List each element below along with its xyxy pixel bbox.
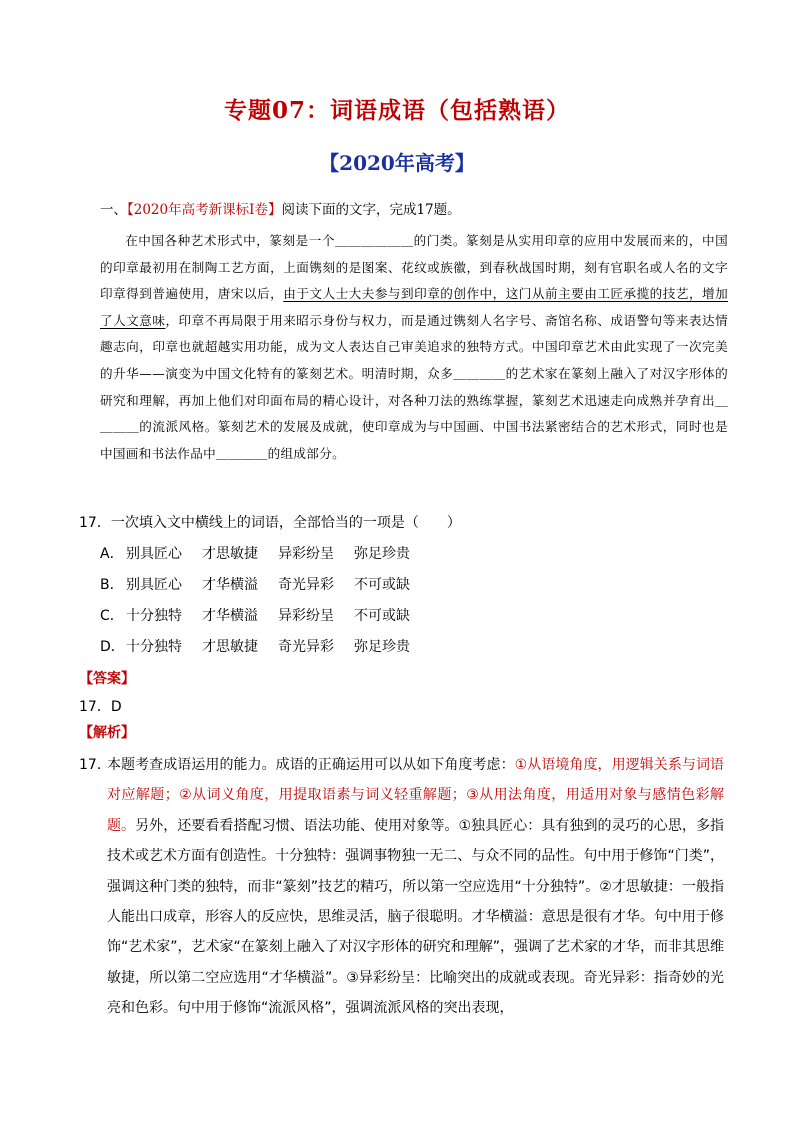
option-word: 十分独特	[126, 639, 182, 655]
analysis-block	[79, 750, 724, 1024]
section-heading: 【2020年高考】	[319, 151, 475, 175]
question-source: 【2020年高考新课标Ⅰ卷】	[127, 202, 282, 218]
option-word: 才华横溢	[202, 608, 258, 624]
option-word: 不可或缺	[354, 577, 410, 593]
passage-text: 的组成部分。	[267, 445, 345, 461]
analysis-label: 【解析】	[79, 725, 135, 741]
option-word: 别具匠心	[126, 577, 182, 593]
analysis-body	[107, 750, 724, 1024]
option-word: 才思敏捷	[202, 639, 258, 655]
blank-3: ＿＿＿＿	[100, 392, 728, 435]
option-d	[100, 636, 430, 667]
analysis-text: 本题考查成语运用的能力。成语的正确运用可以从如下角度考虑：	[107, 757, 515, 773]
option-word: 弥足珍贵	[354, 546, 410, 562]
option-letter: A．	[100, 546, 124, 562]
option-word: 十分独特	[126, 608, 182, 624]
passage-text: 的艺术家在篆刻上融入了对汉字形体的研究和理解，再加上他们对印面布局的精心设计，对各种刀法的熟练掌握，篆刻艺术迅速走向成熟并孕育出	[100, 365, 728, 408]
question-instruction: 阅读下面的文字，完成17题。	[281, 202, 461, 218]
option-word: 弥足珍贵	[354, 639, 410, 655]
page-title: 专题07：词语成语（包括熟语）	[223, 97, 570, 124]
option-word: 不可或缺	[354, 608, 410, 624]
option-word: 异彩纷呈	[278, 546, 334, 562]
option-word: 才思敏捷	[202, 546, 258, 562]
answer-label: 【答案】	[79, 671, 135, 687]
passage-text: ，印章不再局限于用来昭示身份与权力，而是通过镌刻人名字号、斋馆名称、成语警句等来表达情趣志向，印章也就超越实用功能，成为文人表达自己审美追求的独特方式。中国印章艺术由此实现了一次完美的升华——演变为中国文化特有的篆刻艺术。明清时期，众多	[100, 312, 728, 381]
analysis-number: 17．	[79, 757, 111, 773]
passage-text: 的流派风格。篆刻艺术的发展及成就，使印章成为与中国画、中国书法紧密结合的艺术形式，同时也是中国画和书法作品中	[100, 419, 728, 461]
option-letter: C．	[100, 608, 124, 624]
option-word: 奇光异彩	[278, 639, 334, 655]
passage-text: 在中国各种艺术形式中，篆刻是一个	[125, 233, 335, 248]
blank-4: ＿＿＿＿	[216, 445, 268, 461]
analysis-text: ②才思敏捷：一般指人能出口成章，形容人的反应快，思维灵活，脑子很聪明。才华横溢：意思是很有才华。句中用于修饰“艺术家”，艺术家“在篆刻上融入了对汉字形体的研究和理解”，强调了艺术家的才华，而非其思维敏捷，所以第二空应选用“才华横溢”。	[107, 878, 725, 986]
analysis-text: 另外，还要看看搭配习惯、语法功能、使用对象等。	[135, 817, 459, 834]
passage-text: 的门类。篆刻是从实用印章的应用中发展而来的，中国的印章最初用在制陶工艺方面，上面镌刻的是图案、花纹或族徽，到春秋战国时期，刻有官职名或人名的文字印章得到普遍使用，唐宋以后，	[100, 233, 728, 302]
option-word: 别具匠心	[126, 546, 182, 562]
blank-2: ＿＿＿＿	[453, 365, 506, 381]
option-letter: B．	[100, 577, 124, 593]
option-a	[100, 543, 430, 574]
question-prefix: 一、	[100, 202, 127, 218]
options-list	[100, 543, 430, 667]
option-letter: D．	[100, 639, 125, 655]
question-header	[100, 198, 461, 218]
question-17: 17．一次填入文中横线上的词语，全部恰当的一项是（ ）	[79, 515, 461, 531]
analysis-text: ①从语境角度，用逻辑关系与词语对应解题；②从词义角度，用提取语素与词义轻重解题；③从用法角度，用适用对象与感情色彩解题。	[107, 757, 725, 834]
option-word: 奇光异彩	[278, 577, 334, 593]
analysis-text: ③异彩纷呈：比喻突出的成就或表现。奇光异彩：指奇妙的光亮和色彩。句中用于修饰“流派风格”，强调流派风格的突出表现，	[107, 969, 724, 1017]
underlined-sentence: 由于文人士大夫参与到印章的创作中，这门从前主要由工匠承揽的技艺，增加了人文意味	[100, 286, 729, 328]
option-b	[100, 574, 430, 605]
option-word: 才华横溢	[202, 577, 258, 593]
option-word: 异彩纷呈	[278, 608, 334, 624]
analysis-text: ①独具匠心：具有独到的灵巧的心思，多指技术或艺术方面有创造性。十分独特：强调事物独一无二、与众不同的品性。句中用于修饰“门类”，强调这种门类的独特，而非“篆刻”技艺的精巧，所以第一空应选用“十分独特”。	[107, 817, 725, 895]
blank-1: ＿＿＿＿＿＿	[334, 233, 414, 248]
reading-passage	[100, 228, 728, 467]
option-c	[100, 605, 430, 636]
answer-text: 17．D	[79, 699, 122, 715]
